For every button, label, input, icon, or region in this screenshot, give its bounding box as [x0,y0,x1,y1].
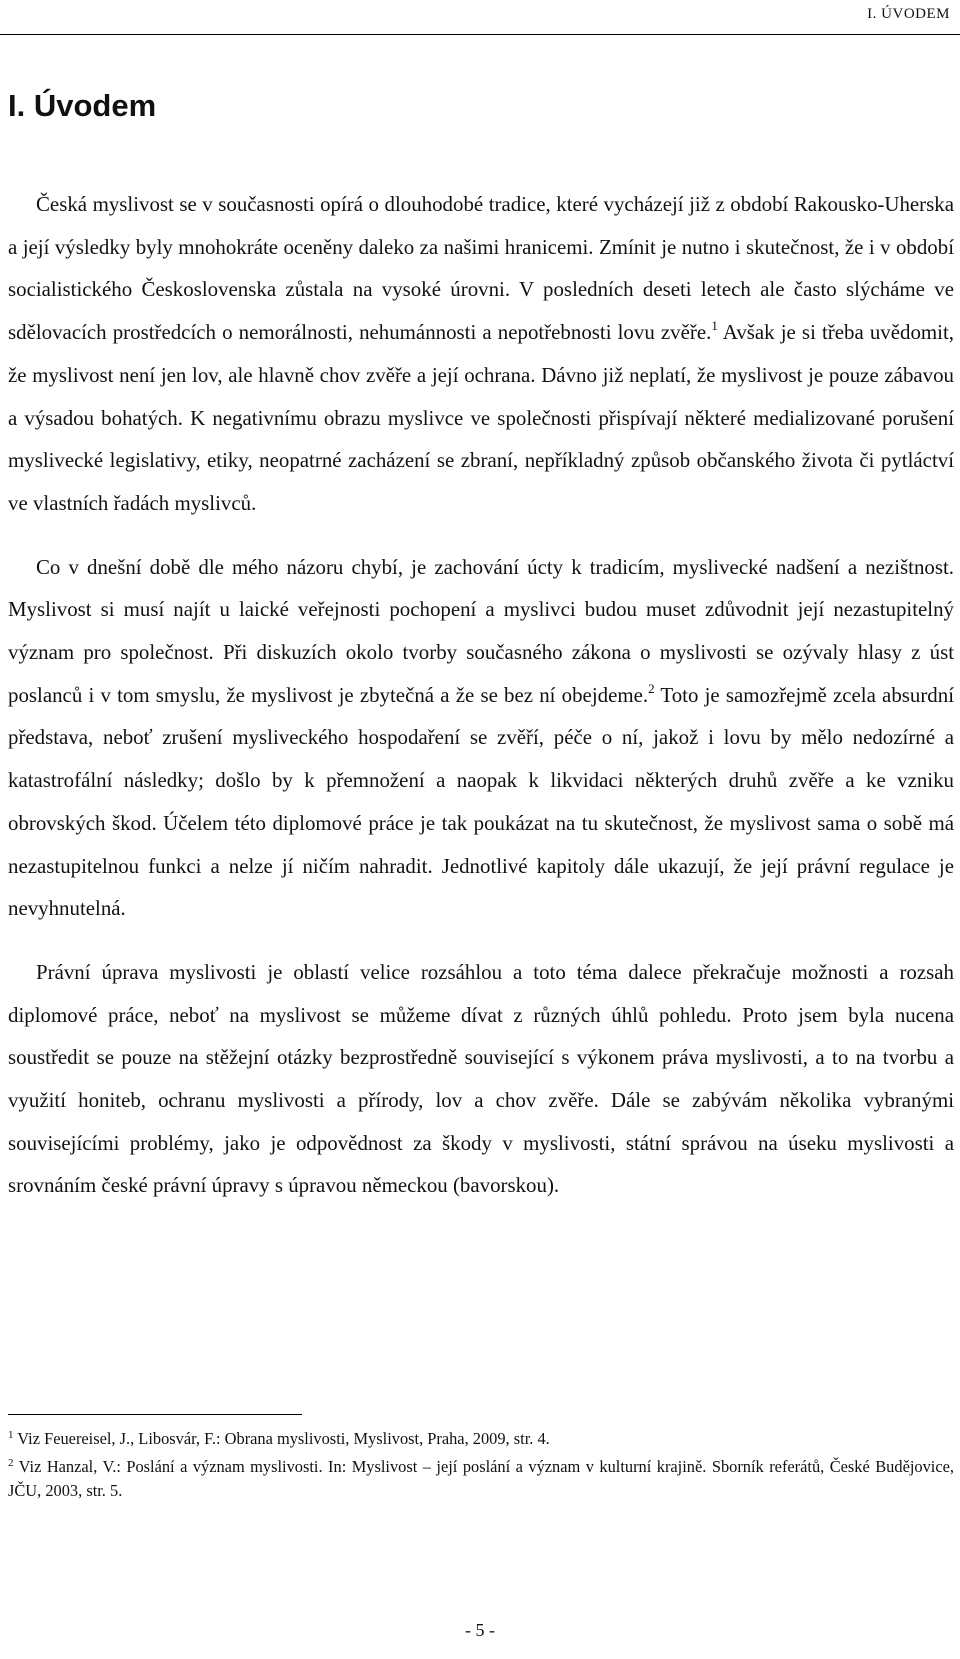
footnote-number: 1 [8,1429,14,1441]
footnote-1 [8,1427,954,1451]
footnote-number: 2 [8,1457,14,1469]
paragraph-text: Co v dnešní době dle mého názoru chybí, je zachování úcty k tradicím, myslivecké nadšení a nezištnost. Myslivost si musí najít u laické veřejnosti pochopení a myslivci budou muset zdůvodnit její nezastupitelný význam pro společnost. Při diskuzích okolo tvorby současného zákona o myslivosti se ozývaly hlasy z úst poslanců i v tom smyslu, že myslivost je zbytečná a že se bez ní obejdeme. [8,554,954,707]
chapter-title: I. Úvodem [8,88,157,123]
paragraph-text: Právní úprava myslivosti je oblastí velice rozsáhlou a toto téma dalece překračuje možnosti a rozsah diplomové práce, neboť na myslivost se můžeme dívat z různých úhlů pohledu. Proto jsem byla nucena soustředit se pouze na stěžejní otázky bezprostředně související s výkonem práva myslivosti, a to na tvorbu a využití honiteb, ochranu myslivosti a přírody, lov a chov zvěře. Dále se zabývám několika vybranými souvisejícími problémy, jako je odpovědnost za škody v myslivosti, státní správou na úseku myslivosti a srovnáním české právní úpravy s úpravou německou (bavorskou). [8,959,954,1198]
page-number: - 5 - [465,1620,495,1640]
footnote-text: Viz Hanzal, V.: Poslání a význam myslivosti. In: Myslivost – její poslání a význam v kulturní krajině. Sborník referátů, České Budějovice, JČU, 2003, str. 5. [8,1457,954,1500]
footnote-2 [8,1455,954,1503]
footnote-reference: 2 [648,680,655,696]
paragraph-text: Toto je samozřejmě zcela absurdní představa, neboť zrušení mysliveckého hospodaření se zvěří, péče o ní, jakož i lovu by mělo nedozírné a katastrofální následky; došlo by k přemnožení a naopak k likvidaci některých druhů zvěře a ke vzniku obrovských škod. Účelem této diplomové práce je tak poukázat na tu skutečnost, že myslivost sama o sobě má nezastupitelnou funkci a nelze jí ničím nahradit. Jednotlivé kapitoly dále ukazují, že její právní regulace je nevyhnutelná. [8,682,954,921]
paragraph-purpose [8,546,954,930]
footnote-reference: 1 [711,318,718,334]
paragraph-intro [8,183,954,525]
body-text [8,183,954,1228]
header-rule [0,34,960,35]
footnote-text: Viz Feuereisel, J., Libosvár, F.: Obrana myslivosti, Myslivost, Praha, 2009, str. 4. [13,1429,550,1448]
running-header: I. ÚVODEM [867,6,950,22]
paragraph-text: Česká myslivost se v současnosti opírá o dlouhodobé tradice, které vycházejí již z období Rakousko-Uherska a její výsledky byly mnohokráte oceněny daleko za našimi hranicemi. Zmínit je nutno i skutečnost, že i v období socialistického Československa zůstala na vysoké úrovni. V posledních deseti letech ale často slýcháme ve sdělovacích prostředcích o nemorálnosti, nehumánnosti a nepotřebnosti lovu zvěře. [8,192,954,345]
footnote-separator [8,1414,302,1415]
paragraph-scope [8,951,954,1207]
paragraph-text: Avšak je si třeba uvědomit, že myslivost není jen lov, ale hlavně chov zvěře a její ochrana. Dávno již neplatí, že myslivost je pouze zábavou a výsadou bohatých. K negativnímu obrazu myslivce ve společnosti přispívají některé medializované porušení myslivecké legislativy, etiky, neopatrné zacházení se zbraní, nepříkladný způsob občanského života či pytláctví ve vlastních řadách myslivců. [8,320,954,515]
footnotes [8,1427,954,1507]
